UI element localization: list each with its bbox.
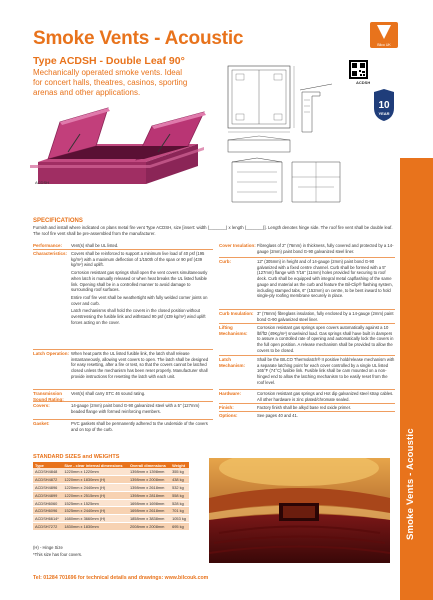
table-cell: 1830mm x 1830mm xyxy=(62,523,128,531)
spec-value xyxy=(257,413,395,421)
hinge-note: (H) - Hinge Size xyxy=(33,545,63,550)
drawing-label: ACDSH xyxy=(356,80,371,85)
table-cell: 1398mm x 2008mm xyxy=(128,476,170,484)
warranty-number: 10 xyxy=(378,100,390,111)
sizes-column-header: Weight xyxy=(170,462,189,468)
spec-divider xyxy=(33,389,213,390)
spec-divider xyxy=(219,355,395,356)
sizes-column-header: Type xyxy=(33,462,62,468)
footer-contact: Tel: 01284 701696 for technical details and drawings: www.bilcouk.com xyxy=(33,575,209,581)
page-subtitle: Type ACDSH - Double Leaf 90° xyxy=(33,55,185,67)
spec-key: Lifting Mechanisms: xyxy=(219,325,248,336)
table-cell: 1525mm x 2440mm (H) xyxy=(62,507,128,515)
product-illustration xyxy=(28,102,222,200)
spec-key: Hardware: xyxy=(219,391,242,396)
table-cell: 1858mm x 3838mm xyxy=(128,515,170,523)
table-cell: 1525mm x 1525mm xyxy=(62,499,128,507)
sizes-table xyxy=(33,462,189,531)
spec-divider xyxy=(33,419,213,420)
spec-key: Curb Insulation: xyxy=(219,311,254,316)
side-band-text: Smoke Vents - Acoustic xyxy=(405,428,416,540)
spec-value xyxy=(257,325,395,356)
spec-divider xyxy=(33,249,213,250)
table-cell: 558 kg xyxy=(170,491,189,499)
table-row xyxy=(33,468,189,476)
spec-divider xyxy=(219,411,395,412)
spec-line: 12" (305mm) in height and of 14-gauge (2mm) paint bond G-90 galvanized with a fixed centre channel. Curb shall be formed with a 5" (127mm) flange with 7/16" (11mm) holes provided for securing to roof deck. Curb shall be equipped with integral metal capflashing of the same gauge and material as the curb and feature the Bil-Clip® flashing system, including stamped tabs, 6" (152mm) on centre, to be bent inward to hold single-ply roofing membrane securely in place. xyxy=(257,259,393,299)
spec-line: Corrosion resistant gas springs open covers automatically against a 10 lbf/ft2 (49Kg/m²) snow/wind load. Gas springs shall have built in dampers to assure a controlled rate of opening and automatically lock the covers in the full open position. A release mechanism shall be provided to allow the covers to be closed. xyxy=(257,325,394,353)
table-cell: ACDSH6060 xyxy=(33,499,62,507)
spec-divider xyxy=(219,323,395,324)
spec-line: Vent(s) shall carry STC 46 sound rating. xyxy=(71,391,146,396)
table-cell: 1220mm x 2515mm (H) xyxy=(62,491,128,499)
spec-value xyxy=(257,357,395,388)
spec-line: PVC gaskets shall be permanently adhered to the underside of the covers and on top of the curb. xyxy=(71,421,208,432)
table-cell: 1398mm x 2818mm xyxy=(128,491,170,499)
product-label: ACDSH xyxy=(35,180,50,185)
spec-divider xyxy=(219,309,395,310)
table-cell: 532 kg xyxy=(170,484,189,492)
table-row xyxy=(33,507,189,515)
table-cell: ACDSH4896 xyxy=(33,484,62,492)
sizes-heading: STANDARD SIZES and WEIGHTS xyxy=(33,454,120,460)
table-cell: 1680mm x 3660mm (H) xyxy=(62,515,128,523)
spec-key: Finish: xyxy=(219,405,234,410)
table-cell: 1698mm x 2618mm xyxy=(128,507,170,515)
spec-value xyxy=(257,243,395,256)
table-cell: 1398mm x 2618mm xyxy=(128,484,170,492)
table-cell: 1053 kg xyxy=(170,515,189,523)
table-row xyxy=(33,515,189,523)
spec-line: Corrosion resistant gas springs and Hot dip galvanized steel strap cables. All other hardware is zinc plated/chromate sealed. xyxy=(257,391,394,402)
spec-key: Transmission Sound Rating: xyxy=(33,391,64,402)
spec-value xyxy=(71,391,213,399)
spec-value xyxy=(71,251,213,327)
sizes-table-body xyxy=(33,468,189,530)
table-cell: 438 kg xyxy=(170,476,189,484)
page-title: Smoke Vents - Acoustic xyxy=(33,28,244,49)
spec-key: Options: xyxy=(219,413,238,418)
table-cell: 528 kg xyxy=(170,499,189,507)
spec-divider xyxy=(219,403,395,404)
theatre-photo xyxy=(209,458,390,563)
spec-value xyxy=(71,421,213,434)
spec-line: Entire roof fire vent shall be weathertight with fully welded corner joints on cover and curb. xyxy=(71,294,208,306)
table-cell: 1398mm x 1398mm xyxy=(128,468,170,476)
four-covers-note: *This size has four covers. xyxy=(33,552,83,557)
table-cell: 1220mm x 2440mm (H) xyxy=(62,484,128,492)
table-cell: 1698mm x 1698mm xyxy=(128,499,170,507)
spec-divider xyxy=(219,257,395,258)
table-row xyxy=(33,499,189,507)
sizes-column-header: Size - clear internal dimensions xyxy=(62,462,128,468)
table-cell: ACDSH4872 xyxy=(33,476,62,484)
spec-key: Performance: xyxy=(33,243,63,248)
table-cell: 355 kg xyxy=(170,468,189,476)
table-cell: 1220mm x 1830mm (H) xyxy=(62,476,128,484)
spec-divider xyxy=(33,401,213,402)
spec-line: When heat parts the UL listed fusible link, the latch shall release instantaneously, allowing vent covers to open. The latch shall be designed for easy resetting, after a fire or test, so that the covers cannot be latched closed unless the mechanism has been reset properly. Manufacturer shall provide instructions for resetting the latch with each unit. xyxy=(71,351,209,379)
spec-line: Shall be the BILCO Thermolatch® II positive hold/release mechanism with a separate latching point for each cover controlled by a single UL listed 165°F (74°C) fusible link. Fusible link shall be cam mounted on a non-hinged end to allow the latching mechanism to be easily reset from the roof level. xyxy=(257,357,395,385)
table-cell: ACDSH4848 xyxy=(33,468,62,476)
table-cell: ACDSH4899 xyxy=(33,491,62,499)
specifications-heading: SPECIFICATIONS xyxy=(33,218,83,224)
spec-column-right xyxy=(219,243,395,451)
spec-key: Latch Operation: xyxy=(33,351,70,356)
warranty-badge-icon xyxy=(372,88,396,122)
brand-logo-label: Bilco UK xyxy=(377,43,391,47)
spec-key: Covers: xyxy=(33,403,50,408)
table-cell: 2008mm x 2008mm xyxy=(128,523,170,531)
brand-logo xyxy=(370,22,398,48)
spec-divider xyxy=(33,349,213,350)
spec-key: Latch Mechanism: xyxy=(219,357,246,368)
table-row xyxy=(33,476,189,484)
table-cell: 1220mm x 1220mm xyxy=(62,468,128,476)
table-cell: 701 kg xyxy=(170,507,189,515)
table-row xyxy=(33,491,189,499)
spec-value xyxy=(71,403,213,416)
spec-line: Factory finish shall be alkyd base red oxide primer. xyxy=(257,405,352,410)
spec-key: Curb: xyxy=(219,259,231,264)
spec-divider xyxy=(219,389,395,390)
specifications-intro: Furnish and install where indicated on plans metal fire vent Type ACDSH, size [insert: width (_______) x length (_______)]. Length denotes hinge side. The roof fire vent shall be double leaf. The roof fire vent shall be pre-assembled from the manufacturer. xyxy=(33,225,393,237)
spec-value xyxy=(71,351,213,382)
table-cell: ACDSH7272 xyxy=(33,523,62,531)
spec-line: Vent(s) shall be UL listed. xyxy=(71,243,119,248)
table-cell: 695 kg xyxy=(170,523,189,531)
spec-line: Corrosion resistant gas springs shall open the vent covers simultaneously when latch is manually released or when heat breaks the UL listed fusible link. Opening shall be in a controlled manner to avoid damage to surrounding roof surfaces. xyxy=(71,270,208,293)
spec-key: Cover Insulation: xyxy=(219,243,256,248)
table-cell: ACDSH6096 xyxy=(33,507,62,515)
spec-key: Characteristics: xyxy=(33,251,68,256)
spec-key: Gasket: xyxy=(33,421,50,426)
spec-column-left xyxy=(33,243,213,451)
qr-code-icon xyxy=(349,60,368,79)
warranty-word: YEAR xyxy=(378,111,390,116)
technical-drawing xyxy=(222,62,347,212)
spec-line: Fibreglass of 2" (76mm) in thickness, fully covered and protected by a 14-gauge (2mm) paint bond G-90 galvanized steel liner. xyxy=(257,243,394,254)
spec-line: 3" (76mm) fibreglass insulation, fully enclosed by a 14-gauge (2mm) paint bond G-90 galvanized steel liner. xyxy=(257,311,394,322)
table-row xyxy=(33,523,189,531)
table-cell: ACDSH6614* xyxy=(33,515,62,523)
table-row xyxy=(33,484,189,492)
spec-line: Covers shall be reinforced to support a minimum live load of 40 psf (195 kg/m²) with a maximum deflection of 1/150th of the span or 90 psf (439 kg/m²) wind uplift. xyxy=(71,251,205,268)
product-description: Mechanically operated smoke vents. Ideal for concert halls, theatres, casinos, sporting arenas and other applications. xyxy=(33,68,188,97)
spec-line: See pages 40 and 41. xyxy=(257,413,298,418)
spec-value xyxy=(257,259,395,301)
sizes-column-header: Overall dimensions xyxy=(128,462,170,468)
spec-line: Latch mechanisms shall hold the covers in the closed position without overstressing the fusible link and withstand 90 psf (439 kg/m²) wind uplift forces acting on the cover. xyxy=(71,308,206,325)
spec-line: 14-gauge (2mm) paint bond G-90 galvanized steel with a 5" (127mm) beaded flange with formed reinforcing members. xyxy=(71,403,200,414)
